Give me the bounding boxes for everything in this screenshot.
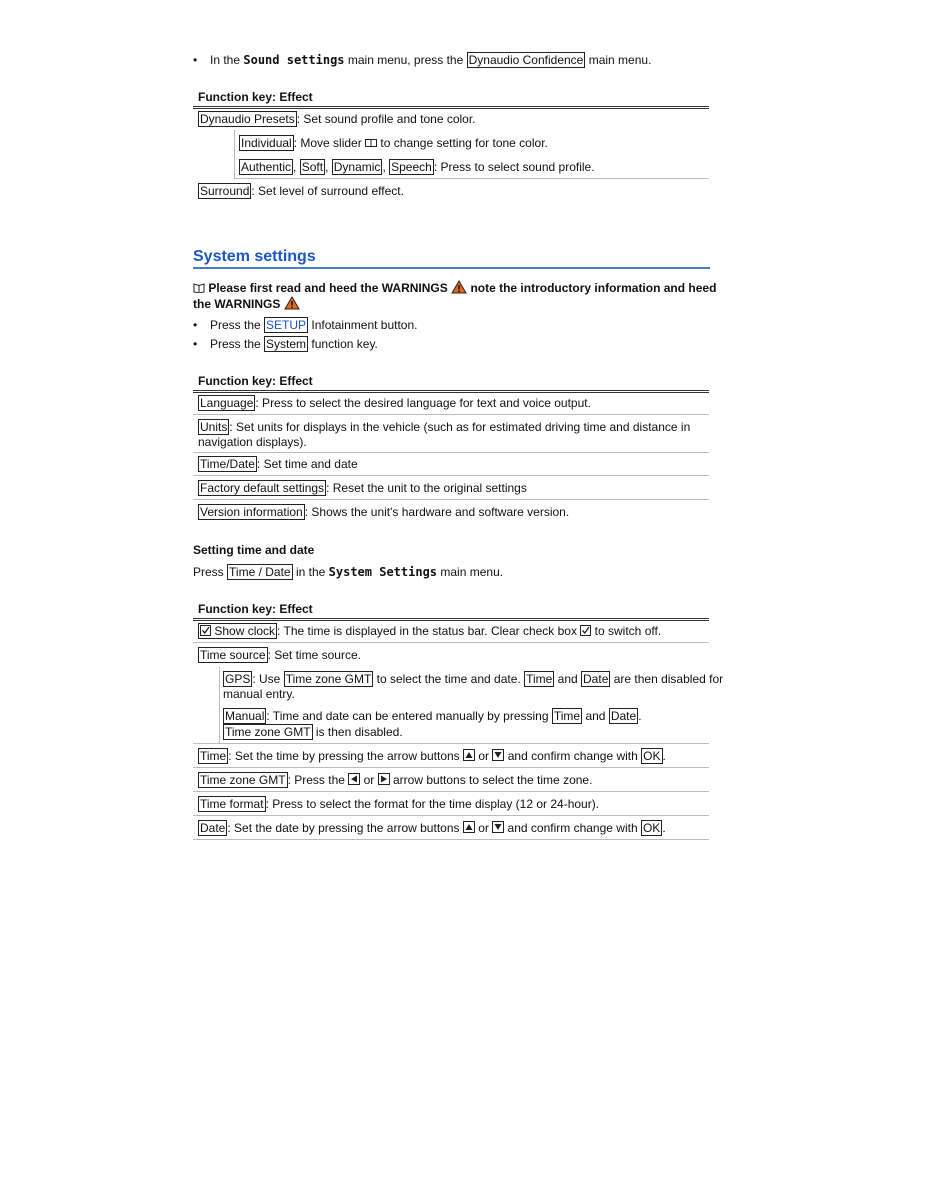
intro-text: In the [210,53,241,67]
arrow-down-icon[interactable] [492,749,504,761]
individual-button[interactable]: Individual [241,136,292,150]
language-button[interactable]: Language [200,396,254,410]
row-divider [193,815,709,816]
checkbox-checked-icon [200,625,211,636]
dynaudio-confidence-button[interactable]: Dynaudio Confidence [468,53,584,67]
arrow-up-icon[interactable] [463,821,475,833]
show-clock-label: Show clock [214,624,276,638]
table-row [198,420,690,434]
date-button[interactable]: Date [610,709,637,723]
warning-icon [284,296,300,313]
row-text: : Set units for displays in the vehicle (such as for estimated driving time and distance in [229,420,691,434]
system-button[interactable]: System [266,337,307,351]
time-format-button[interactable]: Time format [200,797,264,811]
row-text: to switch off. [594,624,662,638]
row-text: : Set time source. [267,648,361,662]
warning-text: note the introductory information and heed [470,281,717,295]
row-text: : Shows the unit's hardware and software version. [304,505,570,519]
row-text: . [662,821,666,835]
row-text: : Reset the unit to the original settings [326,481,527,495]
soft-button[interactable]: Soft [301,160,324,174]
units-button[interactable]: Units [200,420,228,434]
table-row [198,457,358,471]
row-text: : Set level of surround effect. [251,184,404,198]
version-information-button[interactable]: Version information [200,505,303,519]
row-divider [193,839,709,840]
bullet-dot: • [193,53,198,67]
row-text: : Set the date by pressing the arrow buttons [227,821,460,835]
row-text: and [557,672,578,686]
step-text: Press [193,565,224,579]
table-header: Function key: Effect [198,602,313,616]
row-divider [193,642,709,643]
row-divider [193,743,709,744]
row-text: to change setting for tone color. [380,136,548,150]
time-date-button[interactable]: Time / Date [229,565,291,579]
row-text: . [662,749,666,763]
row-text: : Use [252,672,281,686]
table-row [198,396,591,410]
table-row: Authentic , Soft , Dynamic , Speech : Press to select sound profile. [241,160,595,174]
warning-line [193,296,300,313]
step-text: in the [295,565,326,579]
row-text: . [638,709,642,723]
time-zone-gmt-button[interactable]: Time zone GMT [225,725,311,739]
bullet-dot: • [193,337,198,351]
table-header: Function key: Effect [198,374,313,388]
slider-icon [365,136,377,150]
row-divider [193,791,709,792]
row-text: : Move slider [293,136,362,150]
menu-name: Sound settings [243,53,345,67]
row-divider [193,452,709,453]
table-row [198,749,666,763]
warning-text: Please first read and heed the WARNINGS [208,281,448,295]
row-divider [234,178,709,179]
row-text: : Set time and date [256,457,358,471]
table-header-rule [193,618,709,621]
table-row [198,797,599,811]
step-text: Press the [210,337,261,351]
instruction-paragraph [193,565,503,579]
arrow-up-icon[interactable] [463,749,475,761]
table-row [198,481,527,495]
surround-button[interactable]: Surround [200,184,250,198]
menu-name: System Settings [328,565,438,579]
ok-button[interactable]: OK [643,749,661,763]
warning-icon [451,280,467,297]
row-text: or [478,749,490,763]
time-source-button[interactable]: Time source [200,648,266,662]
table-row [223,709,642,723]
row-text: or [363,773,375,787]
table-row [198,821,666,835]
row-text: or [478,821,489,835]
warning-line [193,280,716,297]
table-row [198,184,404,198]
row-divider [193,499,709,500]
section-title-text: System settings [193,248,316,265]
row-text: and confirm change with [507,821,638,835]
time-zone-gmt-button[interactable]: Time zone GMT [200,773,286,787]
table-row [223,725,403,739]
row-text: arrow buttons to select the time zone. [392,773,593,787]
row-text: to select the time and date. [376,672,521,686]
book-icon [193,281,205,295]
indent-bar [219,667,220,743]
table-row [239,136,548,150]
instruction-step [210,337,378,351]
row-text: are then disabled for [613,672,724,686]
time-date-button[interactable]: Time/Date [200,457,255,471]
section-title-rule [193,267,710,269]
dynaudio-presets-button[interactable]: Dynaudio Presets [200,112,295,126]
table-row [198,624,661,638]
table-header: Function key: Effect [198,90,313,104]
time-button[interactable]: Time [553,709,581,723]
intro-text: main menu, press the [347,53,464,67]
ok-button[interactable]: OK [642,821,661,835]
row-divider [193,414,709,415]
step-text: function key. [311,337,378,351]
row-text: : Set the time by pressing the arrow buttons [228,749,460,763]
row-text: and confirm change with [507,749,638,763]
row-text: : Press to select sound profile. [433,160,595,174]
time-button[interactable]: Time [526,672,553,686]
intro-text: main menu. [588,53,652,67]
bullet-dot: • [193,318,198,332]
date-button[interactable]: Date [583,672,609,686]
subsection-heading: Setting time and date [193,543,315,557]
row-text-continued: manual entry. [223,687,295,701]
dynamic-button[interactable]: Dynamic [333,160,381,174]
step-text: main menu. [440,565,504,579]
arrow-down-icon[interactable] [492,821,504,833]
gps-button[interactable]: GPS [225,672,251,686]
arrow-right-icon[interactable] [378,773,390,785]
time-button[interactable]: Time [200,749,227,763]
step-text: Press the [210,318,261,332]
show-clock-button[interactable] [198,623,277,639]
instruction-step [210,318,417,332]
table-header-rule [193,390,709,393]
arrow-left-icon[interactable] [348,773,360,785]
row-text-continued: navigation displays). [198,435,307,449]
section-title [193,248,316,266]
intro-paragraph [210,53,651,67]
setup-button[interactable]: SETUP [266,318,307,332]
manual-button[interactable]: Manual [225,709,265,723]
row-text: : Press to select the desired language for text and voice output. [255,396,591,410]
row-text: and [585,709,606,723]
row-text: : Press the [287,773,345,787]
row-divider [193,475,709,476]
table-row [198,648,361,662]
row-text: : Set sound profile and tone color. [296,112,476,126]
row-divider [193,767,709,768]
row-text: is then disabled. [315,725,403,739]
step-text: Infotainment button. [311,318,418,332]
warning-text: the WARNINGS [193,297,281,311]
checkbox-checked-icon [580,625,591,636]
row-text: : The time is displayed in the status bar. Clear check box [277,624,577,638]
row-text: : Press to select the format for the time display (12 or 24-hour). [265,797,600,811]
table-header-rule [193,106,709,109]
indent-bar [234,130,235,178]
row-text: : Time and date can be entered manually by pressing [266,709,549,723]
factory-default-settings-button[interactable]: Factory default settings [200,481,325,495]
time-zone-gmt-button[interactable]: Time zone GMT [285,672,372,686]
speech-button[interactable]: Speech [391,160,432,174]
table-row [198,773,592,787]
table-row [198,505,569,519]
table-row [198,112,476,126]
table-row [223,672,723,686]
date-button[interactable]: Date [200,821,226,835]
authentic-button[interactable]: Authentic [241,160,292,174]
